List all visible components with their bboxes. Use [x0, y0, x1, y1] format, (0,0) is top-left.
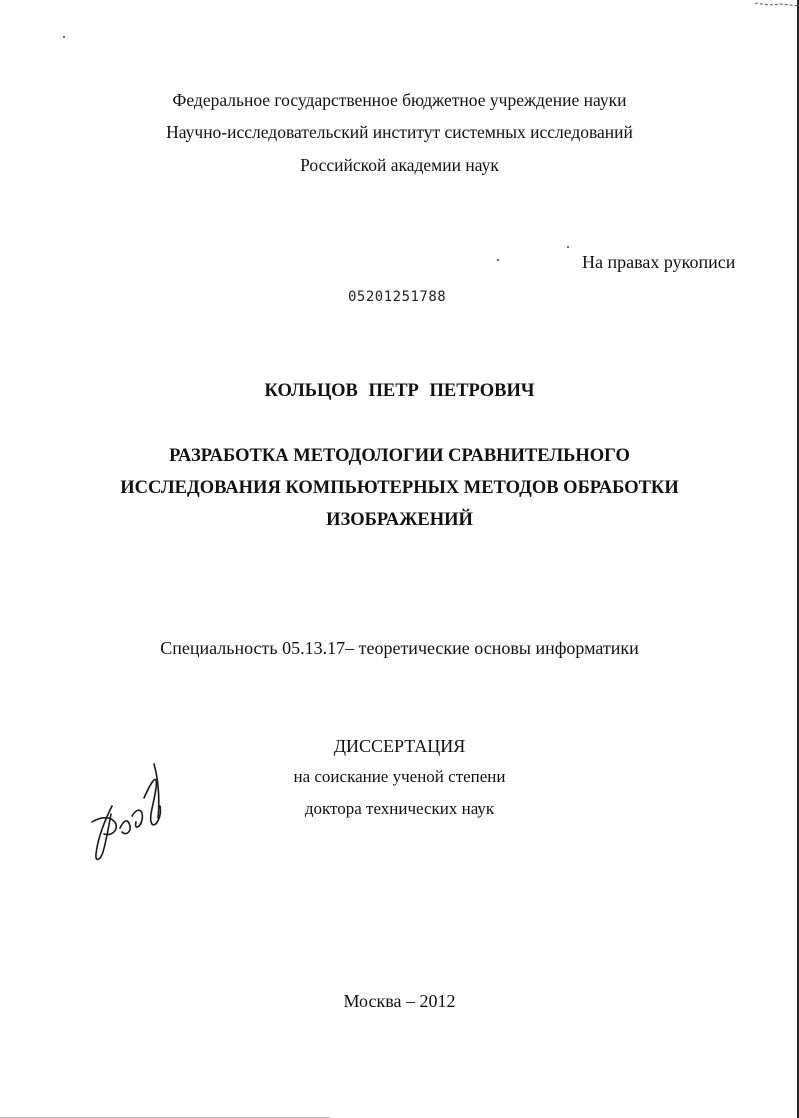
- author-name: КОЛЬЦОВ ПЕТР ПЕТРОВИЧ: [264, 381, 535, 401]
- rights-note: На правах рукописи: [582, 252, 736, 272]
- institution-line-2: Научно-исследовательский институт системных исследований: [166, 122, 633, 142]
- institution-line-3: Российской академии наук: [300, 155, 499, 175]
- signature: [82, 758, 172, 868]
- degree-purpose: на соискание ученой степени: [293, 767, 506, 786]
- thesis-title-line-2: ИССЛЕДОВАНИЯ КОМПЬЮТЕРНЫХ МЕТОДОВ ОБРАБОТКИ: [120, 478, 679, 498]
- scan-speck: [63, 36, 65, 38]
- scan-edge-top: [755, 0, 799, 10]
- degree-name: доктора технических наук: [304, 799, 495, 818]
- institution-line-1: Федеральное государственное бюджетное учреждение науки: [172, 90, 627, 110]
- document-number: 05201251788: [348, 289, 447, 305]
- specialty: Специальность 05.13.17– теоретические основы информатики: [160, 638, 639, 658]
- scan-speck: [567, 246, 569, 248]
- thesis-title-line-3: ИЗОБРАЖЕНИЙ: [326, 510, 473, 530]
- thesis-title-line-1: РАЗРАБОТКА МЕТОДОЛОГИИ СРАВНИТЕЛЬНОГО: [169, 446, 630, 466]
- place-year: Москва – 2012: [343, 991, 456, 1011]
- scan-speck: [497, 259, 499, 261]
- dissertation-label: ДИССЕРТАЦИЯ: [333, 736, 466, 756]
